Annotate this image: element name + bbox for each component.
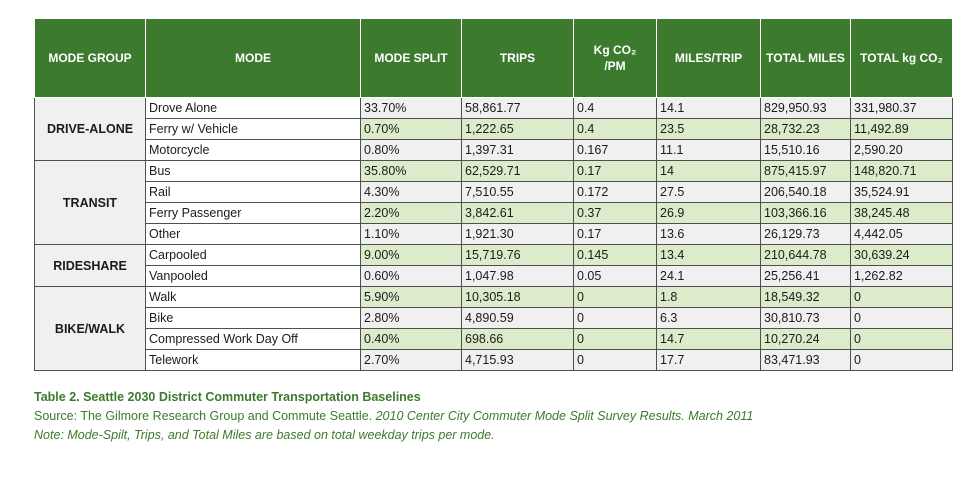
table-row [35, 224, 953, 245]
total-miles-cell: 875,415.97 [761, 161, 851, 182]
total-kg-co2-cell: 2,590.20 [851, 140, 953, 161]
kg-co2-cell: 0.37 [574, 203, 657, 224]
header-trips: TRIPS [462, 19, 574, 98]
trips-cell: 698.66 [462, 329, 574, 350]
kg-co2-cell: 0 [574, 329, 657, 350]
miles-per-trip-cell: 13.4 [657, 245, 761, 266]
mode-cell: Ferry w/ Vehicle [146, 119, 361, 140]
split-cell: 2.20% [361, 203, 462, 224]
kg-co2-cell: 0.4 [574, 98, 657, 119]
commuter-baselines-table [34, 18, 953, 371]
split-cell: 1.10% [361, 224, 462, 245]
trips-cell: 7,510.55 [462, 182, 574, 203]
total-kg-co2-cell: 0 [851, 308, 953, 329]
mode-cell: Other [146, 224, 361, 245]
table-row [35, 329, 953, 350]
total-kg-co2-cell: 11,492.89 [851, 119, 953, 140]
header-total-miles: TOTAL MILES [761, 19, 851, 98]
trips-cell: 10,305.18 [462, 287, 574, 308]
trips-cell: 3,842.61 [462, 203, 574, 224]
mode-group-cell: DRIVE-ALONE [35, 98, 146, 161]
mode-cell: Walk [146, 287, 361, 308]
trips-cell: 4,715.93 [462, 350, 574, 371]
total-miles-cell: 26,129.73 [761, 224, 851, 245]
miles-per-trip-cell: 13.6 [657, 224, 761, 245]
mode-cell: Vanpooled [146, 266, 361, 287]
split-cell: 0.60% [361, 266, 462, 287]
total-miles-cell: 103,366.16 [761, 203, 851, 224]
miles-per-trip-cell: 27.5 [657, 182, 761, 203]
trips-cell: 58,861.77 [462, 98, 574, 119]
split-cell: 0.40% [361, 329, 462, 350]
kg-co2-cell: 0 [574, 308, 657, 329]
kg-co2-cell: 0.4 [574, 119, 657, 140]
miles-per-trip-cell: 1.8 [657, 287, 761, 308]
table-row [35, 119, 953, 140]
kg-co2-cell: 0.172 [574, 182, 657, 203]
split-cell: 2.70% [361, 350, 462, 371]
header-mode: MODE [146, 19, 361, 98]
total-kg-co2-cell: 30,639.24 [851, 245, 953, 266]
split-cell: 2.80% [361, 308, 462, 329]
split-cell: 4.30% [361, 182, 462, 203]
miles-per-trip-cell: 14.7 [657, 329, 761, 350]
total-miles-cell: 15,510.16 [761, 140, 851, 161]
table-row [35, 287, 953, 308]
miles-per-trip-cell: 6.3 [657, 308, 761, 329]
table-row [35, 266, 953, 287]
mode-cell: Bike [146, 308, 361, 329]
mode-cell: Ferry Passenger [146, 203, 361, 224]
kg-co2-cell: 0 [574, 287, 657, 308]
split-cell: 33.70% [361, 98, 462, 119]
table-row [35, 98, 953, 119]
trips-cell: 62,529.71 [462, 161, 574, 182]
header-miles-trip: MILES/TRIP [657, 19, 761, 98]
mode-cell: Bus [146, 161, 361, 182]
table-row [35, 245, 953, 266]
total-miles-cell: 30,810.73 [761, 308, 851, 329]
total-miles-cell: 210,644.78 [761, 245, 851, 266]
split-cell: 5.90% [361, 287, 462, 308]
total-kg-co2-cell: 1,262.82 [851, 266, 953, 287]
trips-cell: 1,397.31 [462, 140, 574, 161]
kg-co2-cell: 0.145 [574, 245, 657, 266]
caption-source [34, 407, 753, 426]
header-total-kg-co2: TOTAL kg CO₂ [851, 19, 953, 98]
mode-group-cell: BIKE/WALK [35, 287, 146, 371]
miles-per-trip-cell: 14.1 [657, 98, 761, 119]
miles-per-trip-cell: 11.1 [657, 140, 761, 161]
total-kg-co2-cell: 4,442.05 [851, 224, 953, 245]
split-cell: 9.00% [361, 245, 462, 266]
miles-per-trip-cell: 23.5 [657, 119, 761, 140]
total-kg-co2-cell: 331,980.37 [851, 98, 953, 119]
total-kg-co2-cell: 148,820.71 [851, 161, 953, 182]
mode-cell: Rail [146, 182, 361, 203]
total-miles-cell: 28,732.23 [761, 119, 851, 140]
table-row [35, 140, 953, 161]
split-cell: 35.80% [361, 161, 462, 182]
mode-cell: Motorcycle [146, 140, 361, 161]
total-miles-cell: 206,540.18 [761, 182, 851, 203]
trips-cell: 1,047.98 [462, 266, 574, 287]
table-caption [34, 388, 753, 445]
total-kg-co2-cell: 0 [851, 329, 953, 350]
table-row [35, 182, 953, 203]
kg-co2-cell: 0 [574, 350, 657, 371]
total-miles-cell: 10,270.24 [761, 329, 851, 350]
table-row [35, 308, 953, 329]
table-row [35, 350, 953, 371]
miles-per-trip-cell: 17.7 [657, 350, 761, 371]
total-miles-cell: 18,549.32 [761, 287, 851, 308]
kg-co2-cell: 0.17 [574, 161, 657, 182]
total-kg-co2-cell: 35,524.91 [851, 182, 953, 203]
mode-cell: Compressed Work Day Off [146, 329, 361, 350]
kg-co2-cell: 0.05 [574, 266, 657, 287]
caption-title: Table 2. Seattle 2030 District Commuter Transportation Baselines [34, 390, 421, 404]
total-kg-co2-cell: 0 [851, 350, 953, 371]
table-body [35, 98, 953, 371]
trips-cell: 15,719.76 [462, 245, 574, 266]
miles-per-trip-cell: 26.9 [657, 203, 761, 224]
total-miles-cell: 25,256.41 [761, 266, 851, 287]
split-cell: 0.70% [361, 119, 462, 140]
caption-source-prefix: Source: The Gilmore Research Group and Commute Seattle. [34, 409, 376, 423]
table-row [35, 161, 953, 182]
mode-group-cell: TRANSIT [35, 161, 146, 245]
header-mode-split: MODE SPLIT [361, 19, 462, 98]
trips-cell: 1,921.30 [462, 224, 574, 245]
header-mode-group: MODE GROUP [35, 19, 146, 98]
trips-cell: 1,222.65 [462, 119, 574, 140]
mode-cell: Carpooled [146, 245, 361, 266]
total-kg-co2-cell: 0 [851, 287, 953, 308]
table-row [35, 203, 953, 224]
kg-co2-cell: 0.17 [574, 224, 657, 245]
table-header [35, 19, 953, 98]
total-miles-cell: 83,471.93 [761, 350, 851, 371]
total-miles-cell: 829,950.93 [761, 98, 851, 119]
kg-co2-cell: 0.167 [574, 140, 657, 161]
total-kg-co2-cell: 38,245.48 [851, 203, 953, 224]
caption-source-italic: 2010 Center City Commuter Mode Split Survey Results. March 2011 [375, 409, 754, 423]
mode-group-cell: RIDESHARE [35, 245, 146, 287]
header-kg-co2-pm: Kg CO₂ /PM [574, 19, 657, 98]
miles-per-trip-cell: 24.1 [657, 266, 761, 287]
caption-note: Note: Mode-Spilt, Trips, and Total Miles are based on total weekday trips per mode. [34, 428, 495, 442]
mode-cell: Drove Alone [146, 98, 361, 119]
mode-cell: Telework [146, 350, 361, 371]
split-cell: 0.80% [361, 140, 462, 161]
miles-per-trip-cell: 14 [657, 161, 761, 182]
trips-cell: 4,890.59 [462, 308, 574, 329]
